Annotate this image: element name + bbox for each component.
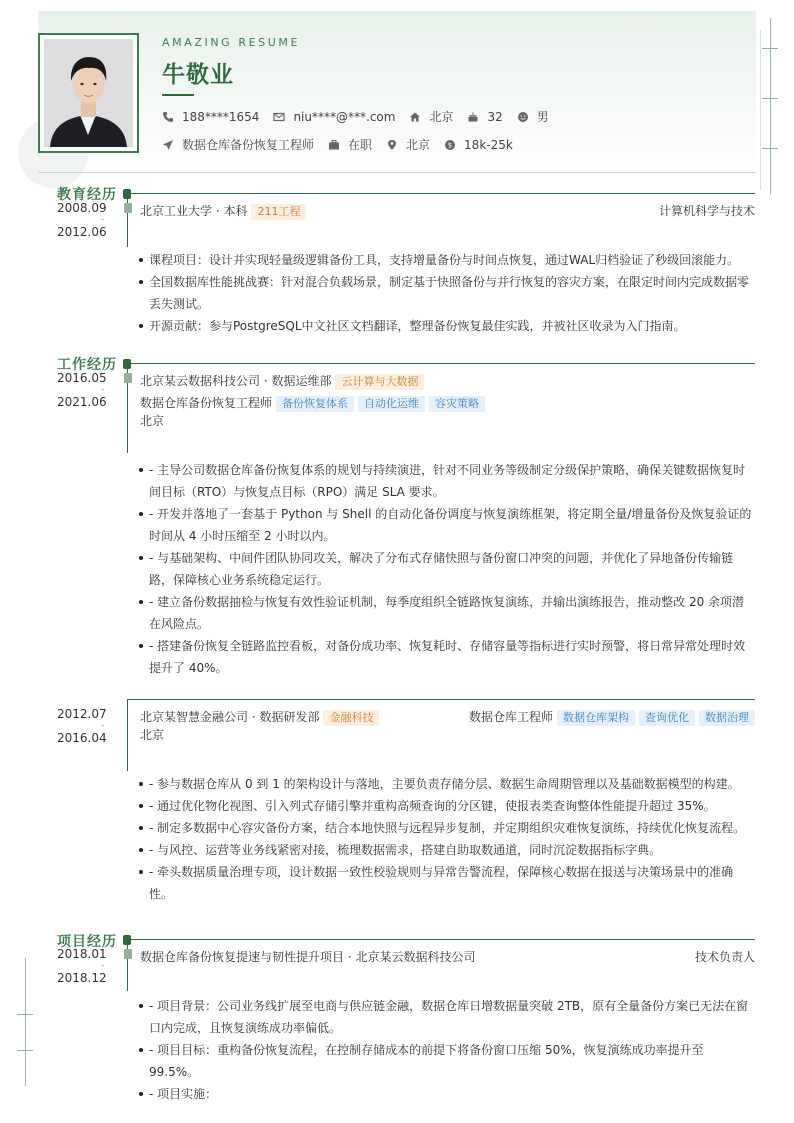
list-item: - 与风控、运营等业务线紧密对接，梳理数据需求，搭建自助取数通道，同时沉淀数据指标字典。	[138, 839, 756, 861]
list-item: - 通过优化物化视图、引入列式存储引擎并重构高频查询的分区键，使报表类查询整体性能提升超过 35%。	[138, 795, 756, 817]
list-item: - 建立备份数据抽检与恢复有效性验证机制，每季度组织全链路恢复演练，并输出演练报告，推动整改 20 余项潜在风险点。	[138, 591, 756, 635]
job2-position-line	[469, 709, 755, 726]
decorative-tick	[17, 1050, 33, 1051]
job2-company-line	[140, 709, 379, 726]
project-role: 技术负责人	[694, 950, 755, 964]
project-start-date: 2018.01	[57, 947, 107, 961]
edu-end-date: 2012.06	[57, 225, 107, 239]
date-separator: -	[101, 385, 105, 395]
resume-subtitle: AMAZING RESUME	[162, 36, 301, 49]
list-item: - 项目目标：重构备份恢复流程，在控制存储成本的前提下将备份窗口压缩 50%，恢复演练成功率提升至 99.5%。	[138, 1039, 756, 1083]
name-underline	[162, 94, 194, 96]
job2-end-date: 2016.04	[57, 731, 107, 745]
section-rule	[131, 193, 755, 194]
edu-school: 北京工业大学 · 本科	[140, 204, 248, 218]
avatar	[44, 39, 133, 147]
job1-skill-tag: 自动化运维	[358, 396, 425, 412]
job2-skill-tag: 数据仓库架构	[557, 710, 635, 726]
job1-company-line	[140, 373, 424, 390]
timeline-line	[127, 193, 128, 247]
list-item: - 项目实施：	[138, 1083, 756, 1105]
cake-icon	[467, 111, 479, 123]
list-item: - 项目背景：公司业务线扩展至电商与供应链金融，数据仓库日增数据量突破 2TB，原有全量备份方案已无法在窗口内完成，且恢复演练成功率偏低。	[138, 995, 756, 1039]
date-separator: -	[101, 215, 105, 225]
intent-status: 在职	[328, 136, 372, 153]
salary-coin-icon	[444, 139, 456, 151]
intent-city: 北京	[386, 136, 430, 153]
job1-skill-tag: 备份恢复体系	[276, 396, 354, 412]
decorative-tick	[762, 98, 778, 99]
decorative-tick	[762, 148, 778, 149]
job1-position: 数据仓库备份恢复工程师	[140, 396, 273, 410]
edu-major: 计算机科学与技术	[658, 204, 755, 218]
project-end-date: 2018.12	[57, 971, 107, 985]
section-title-project: 项目经历	[57, 934, 117, 950]
contact-city: 北京	[409, 108, 453, 125]
job1-city: 北京	[140, 414, 165, 428]
timeline-line	[127, 939, 128, 991]
job2-city: 北京	[140, 728, 165, 742]
list-item: - 制定多数据中心容灾备份方案，结合本地快照与远程异步复制，并定期组织灾难恢复演练，持续优化恢复流程。	[138, 817, 756, 839]
home-icon	[409, 111, 421, 123]
job1-position-line	[140, 395, 485, 412]
briefcase-icon	[328, 139, 340, 151]
list-item: - 牵头数据质量治理专项，设计数据一致性校验规则与异常告警流程，保障核心数据在报送与决策场景中的准确性。	[138, 861, 756, 905]
edu-school-line	[140, 203, 306, 220]
edu-school-tag: 211工程	[251, 204, 306, 220]
date-separator: -	[101, 721, 105, 731]
job1-company: 北京某云数据科技公司 · 数据运维部	[140, 374, 332, 388]
intent-position: 数据仓库备份恢复工程师	[162, 136, 314, 153]
edu-start-date: 2008.09	[57, 201, 107, 215]
job1-end-date: 2021.06	[57, 395, 107, 409]
edu-bullets	[138, 249, 756, 337]
intent-row	[162, 136, 527, 153]
job1-skill-tag: 容灾策略	[429, 396, 485, 412]
contact-row	[162, 108, 563, 125]
candidate-name: 牛敬业	[162, 62, 234, 88]
list-item: 全国数据库性能挑战赛：针对混合负载场景，制定基于快照备份与并行恢复的容灾方案，在限定时间内完成数据零丢失测试。	[138, 271, 756, 315]
section-rule	[131, 939, 755, 940]
timeline-node	[124, 373, 132, 383]
mail-icon	[273, 111, 285, 123]
job2-start-date: 2012.07	[57, 707, 107, 721]
header-background	[38, 11, 756, 181]
job2-skill-tag: 查询优化	[639, 710, 695, 726]
section-rule	[131, 363, 755, 364]
timeline-line	[127, 699, 128, 771]
contact-age: 32	[467, 110, 502, 124]
list-item: - 主导公司数据仓库备份恢复体系的规划与持续演进，针对不同业务等级制定分级保护策略，确保关键数据恢复时间目标（RTO）与恢复点目标（RPO）满足 SLA 要求。	[138, 459, 756, 503]
list-item: - 与基础架构、中间件团队协同攻关，解决了分布式存储快照与备份窗口冲突的问题，并优化了异地备份传输链路，保障核心业务系统稳定运行。	[138, 547, 756, 591]
timeline-node	[124, 203, 132, 213]
job1-company-tag: 云计算与大数据	[335, 374, 424, 390]
project-name: 数据仓库备份恢复提速与韧性提升项目 · 北京某云数据科技公司	[140, 950, 476, 964]
decorative-rail	[770, 18, 771, 194]
section-title-work: 工作经历	[57, 357, 117, 373]
job2-company-tag: 金融科技	[323, 710, 379, 726]
svg-text:$: $	[447, 141, 453, 150]
job2-position: 数据仓库工程师	[468, 710, 553, 724]
avatar-frame	[38, 33, 139, 153]
list-item: - 开发并落地了一套基于 Python 与 Shell 的自动化备份调度与恢复演练框架，将定期全量/增量备份及恢复验证的时间从 4 小时压缩至 2 小时以内。	[138, 503, 756, 547]
contact-email: niu****@***.com	[273, 110, 395, 124]
contact-phone: 188****1654	[162, 110, 259, 124]
project-bullets	[138, 995, 756, 1105]
list-item: 课程项目：设计并实现轻量级逻辑备份工具，支持增量备份与时间点恢复，通过WAL归档验证了秒级回滚能力。	[138, 249, 756, 271]
decorative-rail	[25, 958, 26, 1086]
list-item: - 参与数据仓库从 0 到 1 的架构设计与落地，主要负责存储分层、数据生命周期管理以及基础数据模型的构建。	[138, 773, 756, 795]
job-divider	[127, 699, 755, 700]
job2-skill-tag: 数据治理	[699, 710, 755, 726]
intent-salary: $ 18k-25k	[444, 138, 513, 152]
location-pin-icon	[386, 139, 398, 151]
list-item: 开源贡献：参与PostgreSQL中文社区文档翻译，整理备份恢复最佳实践，并被社区收录为入门指南。	[138, 315, 756, 337]
section-title-education: 教育经历	[57, 187, 117, 203]
phone-icon	[162, 111, 174, 123]
decorative-rail	[760, 30, 761, 190]
send-icon	[162, 139, 174, 151]
decorative-tick	[762, 48, 778, 49]
job1-start-date: 2016.05	[57, 371, 107, 385]
decorative-tick	[17, 1014, 33, 1015]
contact-gender: 男	[517, 108, 549, 125]
job2-company: 北京某智慧金融公司 · 数据研发部	[140, 710, 320, 724]
date-separator: -	[101, 961, 105, 971]
job1-bullets	[138, 459, 756, 679]
timeline-node	[124, 949, 132, 959]
smile-icon	[517, 111, 529, 123]
job2-bullets	[138, 773, 756, 905]
list-item: - 搭建备份恢复全链路监控看板，对备份成功率、恢复耗时、存储容量等指标进行实时预警，将日常异常处理时效提升了 40%。	[138, 635, 756, 679]
header-divider	[38, 172, 756, 173]
